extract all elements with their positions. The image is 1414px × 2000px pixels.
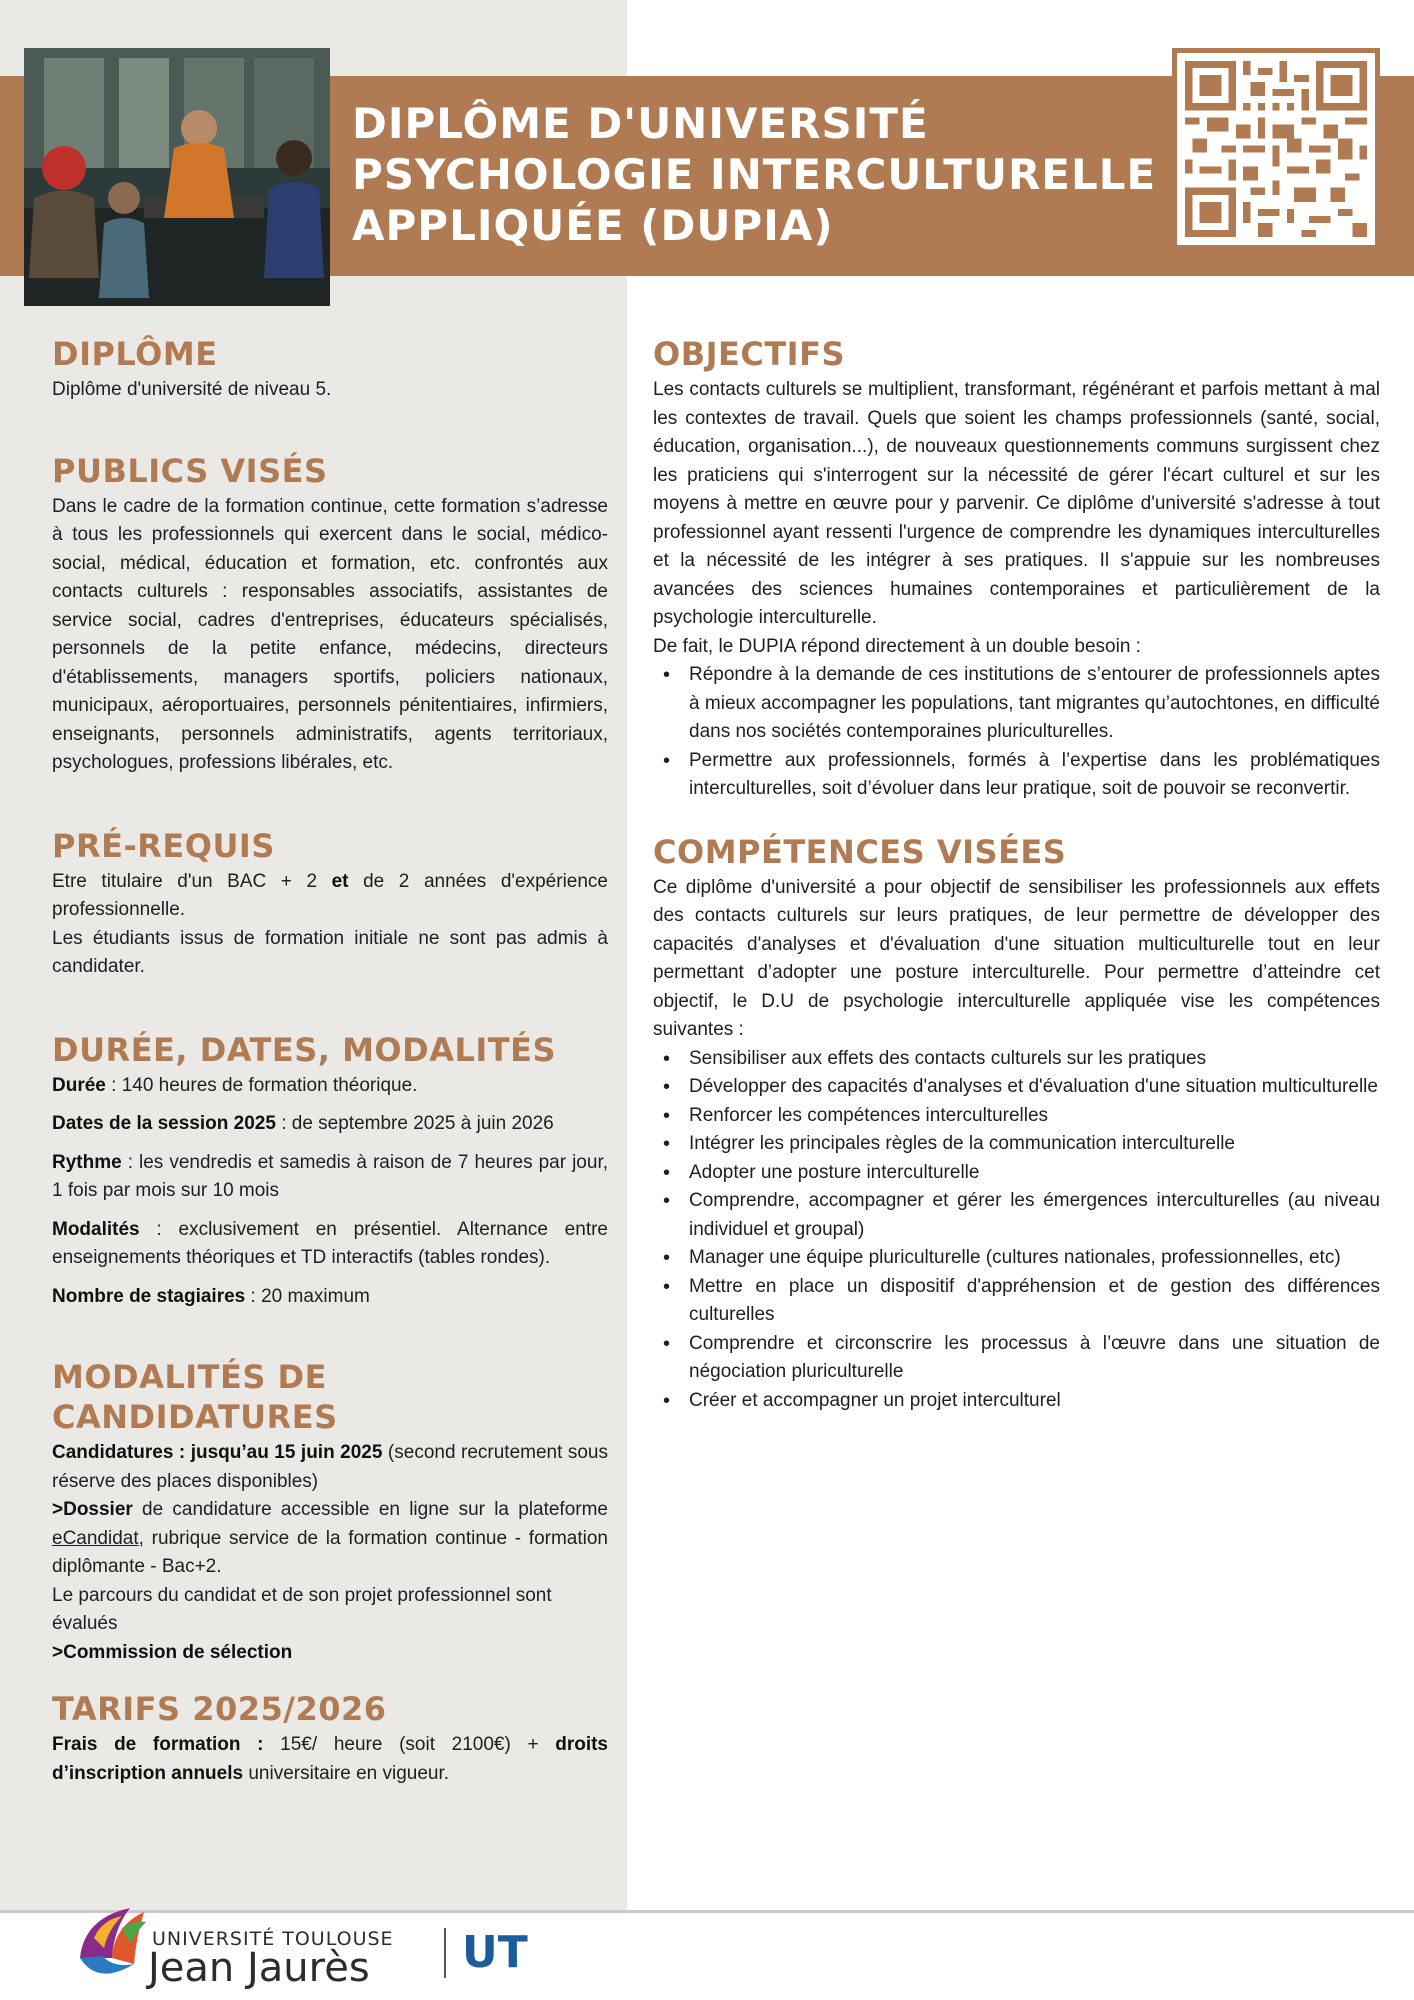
value: , rubrique service de la formation continue - formation diplômante - Bac+2. bbox=[52, 1527, 608, 1577]
section-candidatures bbox=[52, 1357, 608, 1667]
section-competences bbox=[653, 832, 1380, 1416]
list-item: • Mettre en place un dispositif d'appréhension et de gestion des différences culturelles bbox=[689, 1273, 1380, 1330]
label: Rythme bbox=[52, 1151, 122, 1173]
value: : 20 maximum bbox=[245, 1285, 370, 1307]
section-heading: PRÉ-REQUIS bbox=[52, 826, 275, 865]
section-heading: MODALITÉS DE CANDIDATURES bbox=[52, 1358, 338, 1436]
prerequis-line-1 bbox=[52, 868, 608, 925]
logo-text-line-2: Jean Jaurès bbox=[148, 1945, 370, 1991]
label: Nombre de stagiaires bbox=[52, 1285, 246, 1307]
section-heading: TARIFS 2025/2026 bbox=[52, 1690, 387, 1728]
value: universitaire en vigueur. bbox=[243, 1762, 450, 1784]
parcours-line: Le parcours du candidat et de son projet professionnel sont évalués bbox=[52, 1584, 552, 1634]
value: : 140 heures de formation théorique. bbox=[105, 1074, 418, 1096]
right-column bbox=[653, 334, 1380, 1415]
label: Durée bbox=[52, 1074, 106, 1096]
section-heading: DURÉE, DATES, MODALITÉS bbox=[52, 1030, 556, 1069]
university-logo[interactable] bbox=[74, 1892, 528, 1992]
label: droits d’inscription annuels bbox=[52, 1734, 608, 1784]
section-duree bbox=[52, 1030, 608, 1312]
stagiaires-line bbox=[52, 1283, 608, 1312]
objectifs-text: Les contacts culturels se multiplient, transformant, régénérant et parfois mettant à mal les contextes de travail. Quels que soient les champs professionnels (santé, social, éducation, organisation...), de nouveaux questionnements communs surgissent chez les praticiens qui s'interrogent sur la nécessité de gérer l'écart culturel et sur les moyens à mettre en œuvre pour y parvenir. Ce diplôme d'université s'adresse à tout professionnel ayant ressenti l'urgence de comprendre les dynamiques interculturelles et la nécessité de les intégrer à ses pratiques. Il s'appuie sur les nombreuses avancées des sciences humaines contemporaines et particulièrement de la psychologie interculturelle. bbox=[653, 379, 1380, 628]
section-objectifs bbox=[653, 334, 1380, 804]
text-fragment-bold: et bbox=[331, 870, 349, 892]
section-heading: COMPÉTENCES VISÉES bbox=[653, 832, 1067, 871]
section-publics bbox=[52, 451, 608, 778]
document-title bbox=[352, 98, 1157, 251]
value: : de septembre 2025 à juin 2026 bbox=[275, 1113, 554, 1134]
value: : exclusivement en présentiel. Alternance entre enseignements théoriques et TD interactifs (tables rondes). bbox=[52, 1218, 608, 1268]
commission-line bbox=[52, 1639, 608, 1668]
ecandidat-link[interactable]: eCandidat bbox=[52, 1527, 139, 1549]
value: 15€/ heure (soit 2100€) + bbox=[263, 1734, 556, 1755]
label: Frais de formation : bbox=[52, 1734, 264, 1755]
label: >Dossier bbox=[52, 1499, 133, 1520]
text-fragment: Etre titulaire d'un BAC + 2 bbox=[52, 870, 332, 892]
label: Candidatures : jusqu’au 15 juin 2025 bbox=[52, 1442, 383, 1463]
list-item: • Comprendre, accompagner et gérer les émergences interculturelles (au niveau individuel et groupal) bbox=[689, 1187, 1380, 1244]
section-tarifs bbox=[52, 1689, 608, 1788]
list-item: • Permettre aux professionnels, formés à l’expertise dans les problématiques interculturelles, soit d’évoluer dans leur pratique, soit de pouvoir se reconvertir. bbox=[689, 747, 1380, 804]
title-line-3: APPLIQUÉE (DUPIA) bbox=[352, 201, 834, 250]
ut-mark: UT bbox=[462, 1927, 528, 1978]
title-line-2: PSYCHOLOGIE INTERCULTURELLE bbox=[352, 150, 1157, 199]
logo-text-line-1: UNIVERSITÉ TOULOUSE bbox=[152, 1928, 394, 1950]
tarifs-line bbox=[52, 1731, 608, 1788]
value: : les vendredis et samedis à raison de 7 heures par jour, 1 fois par mois sur 10 mois bbox=[52, 1151, 608, 1201]
label: Modalités bbox=[52, 1218, 140, 1240]
list-item: • Adopter une posture interculturelle bbox=[689, 1159, 1380, 1188]
list-item: • Manager une équipe pluriculturelle (cultures nationales, professionnelles, etc) bbox=[689, 1244, 1380, 1273]
header-photo bbox=[24, 48, 330, 306]
duree-line bbox=[52, 1072, 608, 1101]
list-item: • Intégrer les principales règles de la communication interculturelle bbox=[689, 1130, 1380, 1159]
section-heading: DIPLÔME bbox=[52, 335, 218, 373]
list-item: • Sensibiliser aux effets des contacts culturels sur les pratiques bbox=[689, 1045, 1380, 1074]
left-column bbox=[52, 334, 608, 1788]
value: (second recrutement sous réserve des places disponibles) bbox=[52, 1442, 608, 1492]
candidatures-deadline bbox=[52, 1439, 608, 1496]
section-heading: PUBLICS VISÉS bbox=[52, 451, 328, 490]
value: de candidature accessible en ligne sur la plateforme bbox=[132, 1499, 608, 1520]
label: >Commission de sélection bbox=[52, 1641, 293, 1663]
competences-list bbox=[653, 1045, 1380, 1416]
list-item: • Créer et accompagner un projet interculturel bbox=[689, 1387, 1380, 1416]
objectifs-intro-besoin: De fait, le DUPIA répond directement à un double besoin : bbox=[653, 635, 1141, 657]
section-diplome bbox=[52, 334, 608, 405]
section-text: Diplôme d'université de niveau 5. bbox=[52, 379, 332, 400]
section-prerequis bbox=[52, 826, 608, 982]
list-item: • Développer des capacités d'analyses et d'évaluation d'une situation multiculturelle bbox=[689, 1073, 1380, 1102]
section-heading: OBJECTIFS bbox=[653, 335, 845, 373]
dossier-line bbox=[52, 1496, 608, 1582]
text-fragment: de 2 années d'expérience professionnelle. bbox=[52, 870, 608, 920]
logo-separator bbox=[444, 1928, 446, 1978]
list-item: • Répondre à la demande de ces institutions de s’entourer de professionnels aptes à mieux accompagner les populations, tant migrantes qu’autochtones, en difficulté dans nos sociétés contemporaines pluriculturelles. bbox=[689, 661, 1380, 747]
title-line-1: DIPLÔME D'UNIVERSITÉ bbox=[352, 99, 929, 148]
section-text: Dans le cadre de la formation continue, cette formation s’adresse à tous les professionnels qui exercent dans le social, médico-social, médical, éducation et formation, etc. confrontés aux contacts culturels : responsables associatifs, assistantes de service social, cadres d'entreprises, éducateurs spécialisés, personnels de la petite enfance, médecins, directeurs d'établissements, managers sportifs, policiers nationaux, municipaux, aéroportuaires, personnels pénitentiaires, infirmiers, enseignants, personnels administratifs, agents territoriaux, psychologues, professions libérales, etc. bbox=[52, 495, 608, 773]
prerequis-line-2: Les étudiants issus de formation initiale ne sont pas admis à candidater. bbox=[52, 927, 608, 977]
logo-swirl-icon bbox=[74, 1898, 154, 1990]
dates-line bbox=[52, 1110, 608, 1139]
competences-text: Ce diplôme d'université a pour objectif de sensibiliser les professionnels aux effets des contacts culturels sur leurs pratiques, de leur permettre de développer des capacités d'analyses et d'évaluation d'une situation multiculturelle tout en leur permettant d’adopter une posture interculturelle. Pour permettre d’atteindre cet objectif, le D.U de psychologie interculturelle appliquée vise les compétences suivantes : bbox=[653, 876, 1380, 1040]
rythme-line bbox=[52, 1149, 608, 1206]
list-item: • Renforcer les compétences interculturelles bbox=[689, 1102, 1380, 1131]
qr-code[interactable] bbox=[1172, 48, 1380, 250]
label: Dates de la session 2025 bbox=[52, 1113, 276, 1134]
modalites-line bbox=[52, 1216, 608, 1273]
list-item: • Comprendre et circonscrire les processus à l’œuvre dans une situation de négociation pluriculturelle bbox=[689, 1330, 1380, 1387]
objectifs-list bbox=[653, 661, 1380, 804]
